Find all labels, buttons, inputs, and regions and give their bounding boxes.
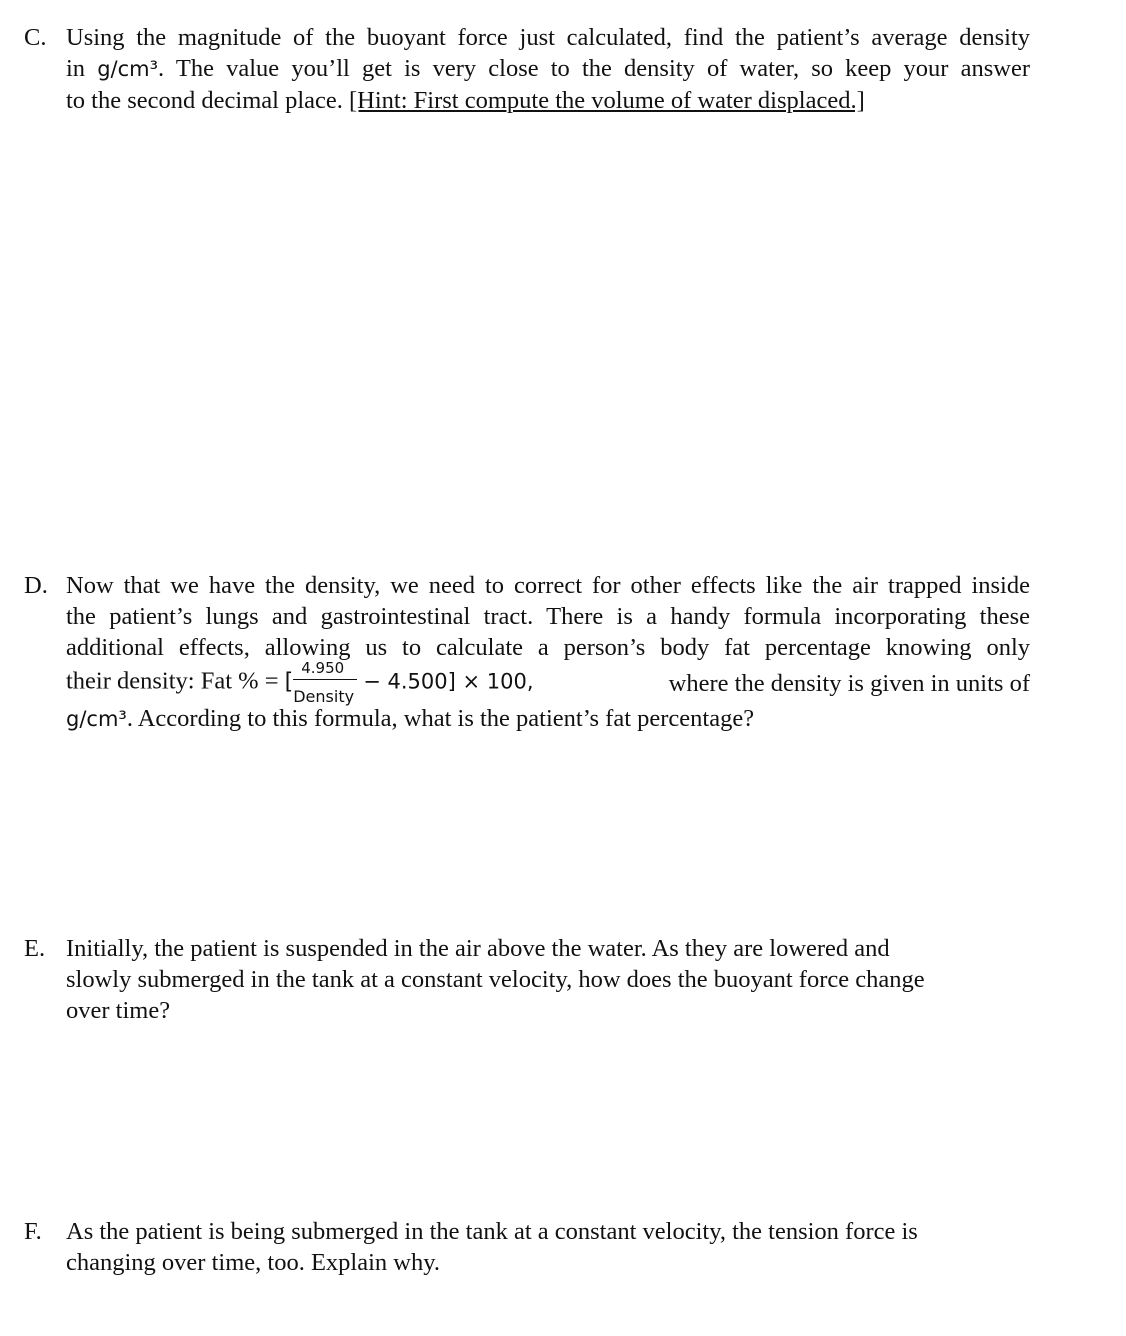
hint-link[interactable]: [Hint: First compute the volume of water displaced.] xyxy=(349,87,865,114)
question-c-letter: C. xyxy=(24,24,47,51)
question-c-line-2 xyxy=(66,53,1030,85)
question-f-text xyxy=(66,1216,1030,1278)
question-d-line-5 xyxy=(66,703,1030,735)
fat-formula-line xyxy=(66,659,1030,706)
question-e xyxy=(24,933,1030,1026)
density-unit: g/cm³ xyxy=(97,57,159,81)
question-f-letter: F. xyxy=(24,1218,42,1245)
question-e-line-3: over time? xyxy=(66,997,171,1024)
question-e-letter: E. xyxy=(24,935,46,962)
formula-fraction xyxy=(293,659,357,706)
question-c-line-2-post: . The value you’ll get is very close to the density of water, so keep your answer xyxy=(158,55,1031,82)
formula-left xyxy=(66,659,534,706)
question-c xyxy=(24,22,1030,116)
question-d-line-1: Now that we have the density, we need to correct for other effects like the air trapped inside xyxy=(66,572,1030,599)
question-e-line-1: Initially, the patient is suspended in the air above the water. As they are lowered and xyxy=(66,935,890,962)
question-d-line-5-post: . According to this formula, what is the patient’s fat percentage? xyxy=(126,705,755,732)
question-e-line-2: slowly submerged in the tank at a constant velocity, how does the buoyant force change xyxy=(66,966,925,993)
question-e-text xyxy=(66,933,1030,1026)
formula-bracket-open: [ xyxy=(284,669,294,695)
formula-numerator: 4.950 xyxy=(301,659,345,677)
question-c-line-3-pre: to the second decimal place. xyxy=(66,87,349,114)
formula-postfix: where the density is given in units of xyxy=(668,669,1030,697)
density-unit-d: g/cm³ xyxy=(66,707,127,731)
formula-denominator: Density xyxy=(293,687,355,706)
formula-rest: − 4.500] × 100, xyxy=(363,669,534,694)
question-d-line-3: additional effects, allowing us to calculate a person’s body fat percentage knowing only xyxy=(66,634,1030,661)
question-c-line-2-pre: in xyxy=(66,55,98,82)
question-c-line-1: Using the magnitude of the buoyant force just calculated, find the patient’s average density xyxy=(66,24,1030,51)
fraction-bar xyxy=(293,679,357,680)
question-f-line-2: changing over time, too. Explain why. xyxy=(66,1249,440,1276)
question-d-line-2: the patient’s lungs and gastrointestinal tract. There is a handy formula incorporating these xyxy=(66,603,1030,630)
question-d-letter: D. xyxy=(24,572,48,599)
question-d xyxy=(24,570,1030,735)
question-c-line-3 xyxy=(66,85,1030,116)
question-f-line-1: As the patient is being submerged in the tank at a constant velocity, the tension force is xyxy=(66,1218,918,1245)
question-f xyxy=(24,1216,1030,1278)
formula-prefix: their density: Fat % = xyxy=(66,667,285,695)
question-d-text xyxy=(66,570,1030,735)
question-c-text xyxy=(66,22,1030,116)
